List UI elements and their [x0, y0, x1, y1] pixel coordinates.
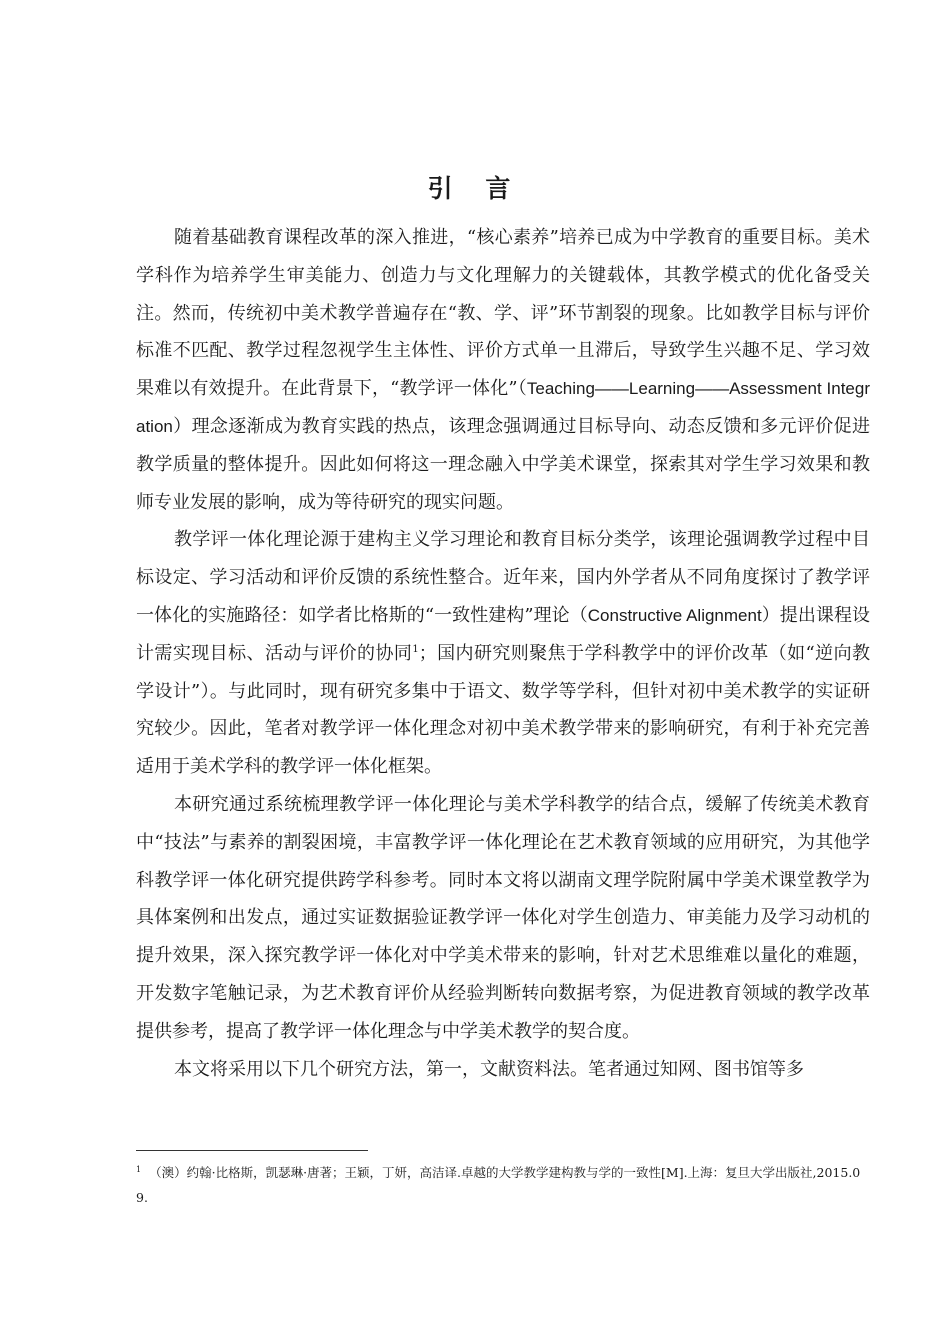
paragraph-2-text-b: ）提出课程设计需实现目标、活动与评价的协同 — [136, 604, 870, 664]
paragraph-4: 本文将采用以下几个研究方法，第一，文献资料法。笔者通过知网、图书馆等多 — [174, 1058, 804, 1080]
paragraph-1-english-term: Teaching——Learning——Assessment Integration — [136, 379, 871, 436]
footnote-marker: 1 — [136, 1164, 142, 1174]
paragraph-2-text-c: ；国内研究则聚焦于学科教学中的评价改革（如“逆向教学设计”）。与此同时，现有研究多集中于语文、数学等学科，但针对初中美术教学的实证研究较少。因此，笔者对教学评一体化理念对初中美术教学带来的影响研究，有利于补充完善适用于美术学科的教学评一体化框架。 — [136, 642, 871, 778]
paragraph-2-text-a: 教学评一体化理论源于建构主义学习理论和教育目标分类学，该理论强调教学过程中目标设定、学习活动和评价反馈的系统性整合。近年来，国内外学者从不同角度探讨了教学评一体化的实施路径：如学者比格斯的“一致性建构”理论（ — [136, 529, 870, 626]
paragraph-1-text-a: 随着基础教育课程改革的深入推进，“核心素养”培养已成为中学教育的重要目标。美术学科作为培养学生审美能力、创造力与文化理解力的关键载体，其教学模式的优化备受关注。然而，传统初中美术教学普遍存在“教、学、评”环节割裂的现象。比如教学目标与评价标准不匹配、教学过程忽视学生主体性、评价方式单一且滞后，导致学生兴趣不足、学习效果难以有效提升。在此背景下，“教学评一体化”（ — [136, 227, 870, 400]
paragraph-1-text-b: ）理念逐渐成为教育实践的热点，该理念强调通过目标导向、动态反馈和多元评价促进教学质量的整体提升。因此如何将这一理念融入中学美术课堂，探索其对学生学习效果和教师专业发展的影响，成为等待研究的现实问题。 — [136, 415, 870, 513]
paragraph-3: 本研究通过系统梳理教学评一体化理论与美术学科教学的结合点，缓解了传统美术教育中“技法”与素养的割裂困境，丰富教学评一体化理论在艺术教育领域的应用研究，为其他学科教学评一体化研究提供跨学科参考。同时本文将以湖南文理学院附属中学美术课堂教学为具体案例和出发点，通过实证数据验证教学评一体化对学生创造力、审美能力及学习动机的提升效果，深入探究教学评一体化对中学美术带来的影响，针对艺术思维难以量化的难题，开发数字笔触记录，为艺术教育评价从经验判断转向数据考察，为促进教育领域的教学改革提供参考，提高了教学评一体化理念与中学美术教学的契合度。 — [136, 793, 870, 1042]
page-title: 引 言 — [427, 173, 523, 203]
footnote-reference[interactable]: 1 — [412, 643, 419, 655]
body-text — [136, 219, 870, 1088]
footnote-text: （澳）约翰·比格斯，凯瑟琳·唐著；王颖，丁妍，高洁译.卓越的大学教学建构教与学的一致性[M].上海：复旦大学出版社,2015.09. — [136, 1165, 861, 1205]
footnote-separator — [136, 1150, 368, 1151]
paragraph-2 — [136, 521, 870, 786]
paragraph-1 — [136, 219, 870, 521]
footnote — [136, 1160, 870, 1210]
paragraph-2-english-term: Constructive Alignment — [587, 605, 762, 625]
